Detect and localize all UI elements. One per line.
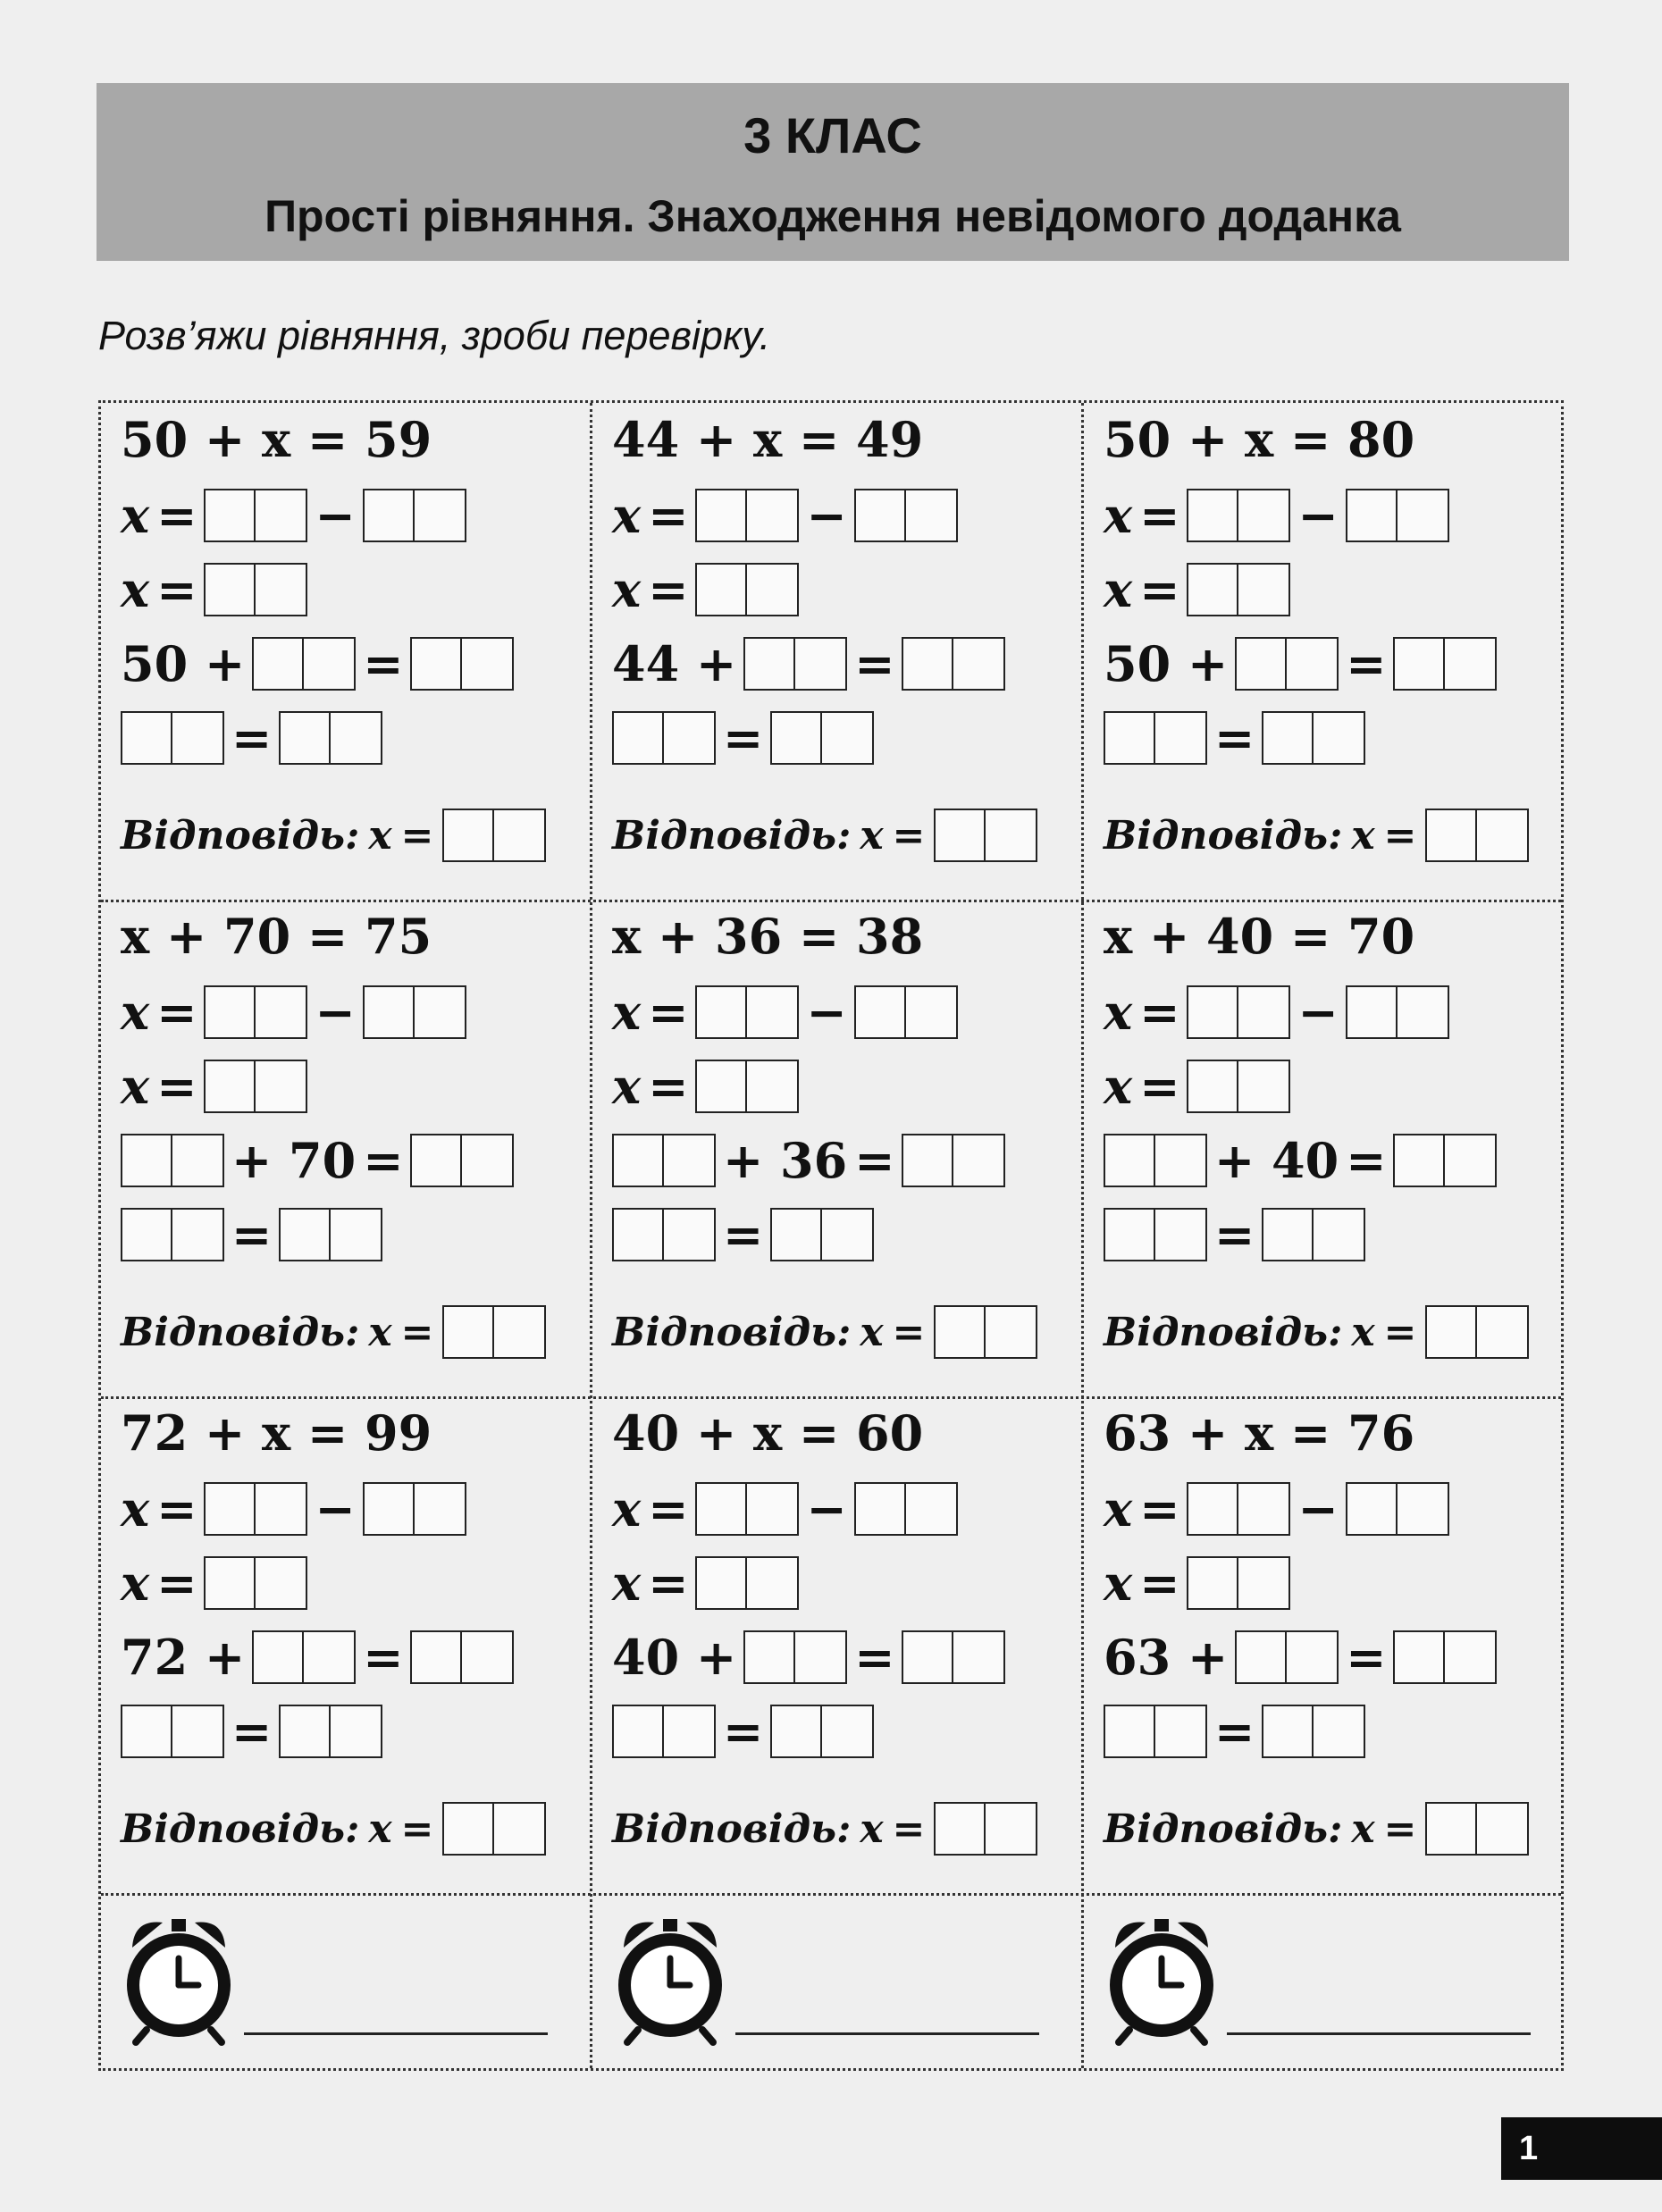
answer-box[interactable] [1187, 1482, 1290, 1536]
answer-box[interactable] [854, 985, 958, 1039]
equation: x + 36 = 38 [612, 908, 924, 965]
answer-box[interactable] [252, 1630, 356, 1684]
answer-box[interactable] [1393, 1630, 1497, 1684]
answer-box[interactable] [695, 563, 799, 616]
symbol-eq: = [1383, 812, 1417, 859]
answer-box[interactable] [854, 1482, 958, 1536]
answer-box[interactable] [410, 637, 514, 691]
answer-box[interactable] [204, 1060, 307, 1113]
symbol-minus: − [1297, 984, 1339, 1041]
grade-title: 3 КЛАС [743, 107, 922, 163]
answer-box[interactable] [204, 985, 307, 1039]
answer-box[interactable] [934, 809, 1037, 862]
symbol-eq: = [892, 812, 926, 859]
variable-x: x [1351, 1806, 1375, 1852]
answer-box[interactable] [279, 1705, 382, 1758]
answer-label: Відповідь: [121, 1806, 360, 1852]
answer-label: Відповідь: [1104, 812, 1343, 859]
answer-box[interactable] [1346, 985, 1449, 1039]
answer-box[interactable] [1346, 489, 1449, 542]
answer-box[interactable] [695, 1482, 799, 1536]
exercise-cell [1104, 1404, 1591, 1901]
answer-box[interactable] [743, 637, 847, 691]
symbol-minus: − [806, 1480, 847, 1538]
answer-box[interactable] [121, 1134, 224, 1187]
answer-box[interactable] [695, 985, 799, 1039]
symbol-minus: − [315, 487, 356, 544]
answer-box[interactable] [902, 1134, 1005, 1187]
answer-box[interactable] [1187, 489, 1290, 542]
alarm-clock-icon [1099, 1912, 1224, 2046]
answer-box[interactable] [1235, 1630, 1339, 1684]
variable-x: x [121, 561, 150, 618]
answer-label: Відповідь: [121, 1309, 360, 1355]
variable-x: x [612, 984, 642, 1041]
answer-box[interactable] [612, 1208, 716, 1261]
symbol-eq: = [400, 1806, 434, 1852]
answer-box[interactable] [1235, 637, 1339, 691]
timer-cell [98, 1894, 586, 2068]
equation: 50 + x = 80 [1104, 411, 1415, 468]
answer-box[interactable] [204, 563, 307, 616]
symbol-eq: = [363, 635, 404, 692]
answer-box[interactable] [121, 1208, 224, 1261]
variable-x: x [121, 1058, 150, 1115]
symbol-eq: = [648, 1554, 689, 1612]
answer-label: Відповідь: [1104, 1309, 1343, 1355]
answer-box[interactable] [252, 637, 356, 691]
answer-box[interactable] [934, 1802, 1037, 1856]
answer-box[interactable] [695, 1060, 799, 1113]
exercise-cell [1104, 411, 1591, 908]
answer-box[interactable] [695, 1556, 799, 1610]
symbol-eq: = [648, 984, 689, 1041]
answer-box[interactable] [1104, 1208, 1207, 1261]
exercise-cell [121, 1404, 609, 1901]
symbol-eq: = [1214, 1206, 1255, 1263]
symbol-eq: = [1346, 1132, 1387, 1189]
symbol-eq: = [400, 1309, 434, 1355]
answer-box[interactable] [902, 1630, 1005, 1684]
time-write-line[interactable] [244, 2032, 548, 2035]
answer-box[interactable] [1393, 637, 1497, 691]
answer-box[interactable] [1425, 809, 1529, 862]
symbol-minus: − [806, 984, 847, 1041]
check-suffix: + 40 [1214, 1132, 1339, 1189]
answer-box[interactable] [743, 1630, 847, 1684]
symbol-eq: = [156, 1554, 197, 1612]
symbol-eq: = [723, 1703, 764, 1760]
answer-box[interactable] [363, 1482, 466, 1536]
check-prefix: 44 + [612, 635, 737, 692]
symbol-eq: = [1346, 1629, 1387, 1686]
answer-box[interactable] [1187, 985, 1290, 1039]
page-number: 1 [1501, 2117, 1662, 2180]
answer-box[interactable] [695, 489, 799, 542]
symbol-eq: = [1139, 1480, 1180, 1538]
equation: 44 + x = 49 [612, 411, 924, 468]
check-suffix: + 70 [231, 1132, 357, 1189]
answer-box[interactable] [902, 637, 1005, 691]
check-prefix: 50 + [1104, 635, 1229, 692]
answer-box[interactable] [410, 1134, 514, 1187]
answer-box[interactable] [770, 1208, 874, 1261]
answer-box[interactable] [410, 1630, 514, 1684]
answer-box[interactable] [363, 489, 466, 542]
variable-x: x [860, 1806, 884, 1852]
variable-x: x [612, 1058, 642, 1115]
alarm-clock-icon [116, 1912, 241, 2046]
symbol-eq: = [156, 984, 197, 1041]
answer-box[interactable] [770, 1705, 874, 1758]
answer-box[interactable] [1262, 1208, 1365, 1261]
answer-box[interactable] [363, 985, 466, 1039]
variable-x: x [860, 812, 884, 859]
symbol-eq: = [1139, 984, 1180, 1041]
topic-title: Прості рівняння. Знаходження невідомого доданка [264, 191, 1401, 241]
equation: 72 + x = 99 [121, 1404, 432, 1462]
answer-box[interactable] [1104, 711, 1207, 765]
symbol-minus: − [1297, 487, 1339, 544]
time-write-line[interactable] [1227, 2032, 1531, 2035]
answer-box[interactable] [1425, 1305, 1529, 1359]
variable-x: x [1104, 1058, 1133, 1115]
symbol-eq: = [156, 487, 197, 544]
symbol-eq: = [156, 561, 197, 618]
answer-box[interactable] [121, 711, 224, 765]
exercise-cell [121, 908, 609, 1404]
symbol-eq: = [1214, 1703, 1255, 1760]
symbol-eq: = [854, 1132, 895, 1189]
answer-box[interactable] [1346, 1482, 1449, 1536]
variable-x: x [121, 1554, 150, 1612]
answer-label: Відповідь: [612, 812, 852, 859]
answer-box[interactable] [1262, 1705, 1365, 1758]
variable-x: x [1104, 561, 1133, 618]
variable-x: x [121, 1480, 150, 1538]
symbol-eq: = [156, 1480, 197, 1538]
symbol-eq: = [648, 561, 689, 618]
symbol-eq: = [1383, 1309, 1417, 1355]
symbol-eq: = [648, 1480, 689, 1538]
answer-box[interactable] [204, 1482, 307, 1536]
equation: 63 + x = 76 [1104, 1404, 1415, 1462]
exercise-cell [121, 411, 609, 908]
answer-label: Відповідь: [121, 812, 360, 859]
exercise-cell [612, 1404, 1100, 1901]
symbol-eq: = [1139, 561, 1180, 618]
variable-x: x [1351, 1309, 1375, 1355]
variable-x: x [1104, 1554, 1133, 1612]
answer-label: Відповідь: [612, 1806, 852, 1852]
variable-x: x [1104, 984, 1133, 1041]
equation: 50 + x = 59 [121, 411, 432, 468]
symbol-eq: = [648, 487, 689, 544]
variable-x: x [612, 487, 642, 544]
variable-x: x [1104, 487, 1133, 544]
symbol-eq: = [854, 1629, 895, 1686]
symbol-eq: = [1139, 1554, 1180, 1612]
variable-x: x [1351, 812, 1375, 859]
exercise-cell [1104, 908, 1591, 1404]
alarm-clock-icon [608, 1912, 733, 2046]
answer-box[interactable] [1104, 1705, 1207, 1758]
answer-box[interactable] [1425, 1802, 1529, 1856]
title-banner [97, 83, 1569, 261]
answer-box[interactable] [442, 1305, 546, 1359]
variable-x: x [860, 1309, 884, 1355]
variable-x: x [612, 1554, 642, 1612]
equation: x + 40 = 70 [1104, 908, 1415, 965]
check-prefix: 50 + [121, 635, 246, 692]
answer-box[interactable] [1393, 1134, 1497, 1187]
variable-x: x [612, 1480, 642, 1538]
symbol-eq: = [723, 709, 764, 767]
symbol-minus: − [1297, 1480, 1339, 1538]
symbol-eq: = [648, 1058, 689, 1115]
equation: 40 + x = 60 [612, 1404, 924, 1462]
symbol-eq: = [1214, 709, 1255, 767]
answer-box[interactable] [279, 711, 382, 765]
symbol-eq: = [363, 1629, 404, 1686]
symbol-eq: = [363, 1132, 404, 1189]
symbol-eq: = [400, 812, 434, 859]
variable-x: x [121, 487, 150, 544]
symbol-minus: − [806, 487, 847, 544]
symbol-eq: = [231, 709, 273, 767]
answer-box[interactable] [934, 1305, 1037, 1359]
instruction-text: Розв’яжи рівняння, зроби перевірку. [98, 313, 771, 358]
answer-box[interactable] [1187, 1556, 1290, 1610]
answer-box[interactable] [770, 711, 874, 765]
answer-box[interactable] [1187, 563, 1290, 616]
symbol-eq: = [892, 1309, 926, 1355]
answer-box[interactable] [612, 1705, 716, 1758]
answer-box[interactable] [204, 489, 307, 542]
answer-label: Відповідь: [1104, 1806, 1343, 1852]
time-write-line[interactable] [735, 2032, 1039, 2035]
variable-x: x [368, 1309, 392, 1355]
answer-box[interactable] [279, 1208, 382, 1261]
variable-x: x [368, 812, 392, 859]
exercise-cell [612, 908, 1100, 1404]
symbol-eq: = [723, 1206, 764, 1263]
check-prefix: 72 + [121, 1629, 246, 1686]
symbol-eq: = [1346, 635, 1387, 692]
symbol-eq: = [1139, 487, 1180, 544]
answer-box[interactable] [121, 1705, 224, 1758]
check-prefix: 63 + [1104, 1629, 1229, 1686]
symbol-eq: = [1383, 1806, 1417, 1852]
symbol-minus: − [315, 1480, 356, 1538]
symbol-eq: = [854, 635, 895, 692]
variable-x: x [1104, 1480, 1133, 1538]
exercise-cell [612, 411, 1100, 908]
answer-box[interactable] [612, 1134, 716, 1187]
check-suffix: + 36 [723, 1132, 848, 1189]
symbol-eq: = [892, 1806, 926, 1852]
answer-box[interactable] [442, 809, 546, 862]
answer-label: Відповідь: [612, 1309, 852, 1355]
symbol-eq: = [156, 1058, 197, 1115]
answer-box[interactable] [1104, 1134, 1207, 1187]
answer-box[interactable] [1262, 711, 1365, 765]
timer-cell [1081, 1894, 1569, 2068]
symbol-eq: = [231, 1206, 273, 1263]
symbol-eq: = [231, 1703, 273, 1760]
answer-box[interactable] [442, 1802, 546, 1856]
answer-box[interactable] [854, 489, 958, 542]
variable-x: x [612, 561, 642, 618]
timer-cell [590, 1894, 1078, 2068]
answer-box[interactable] [204, 1556, 307, 1610]
symbol-minus: − [315, 984, 356, 1041]
answer-box[interactable] [612, 711, 716, 765]
variable-x: x [368, 1806, 392, 1852]
answer-box[interactable] [1187, 1060, 1290, 1113]
check-prefix: 40 + [612, 1629, 737, 1686]
variable-x: x [121, 984, 150, 1041]
equation: x + 70 = 75 [121, 908, 432, 965]
symbol-eq: = [1139, 1058, 1180, 1115]
